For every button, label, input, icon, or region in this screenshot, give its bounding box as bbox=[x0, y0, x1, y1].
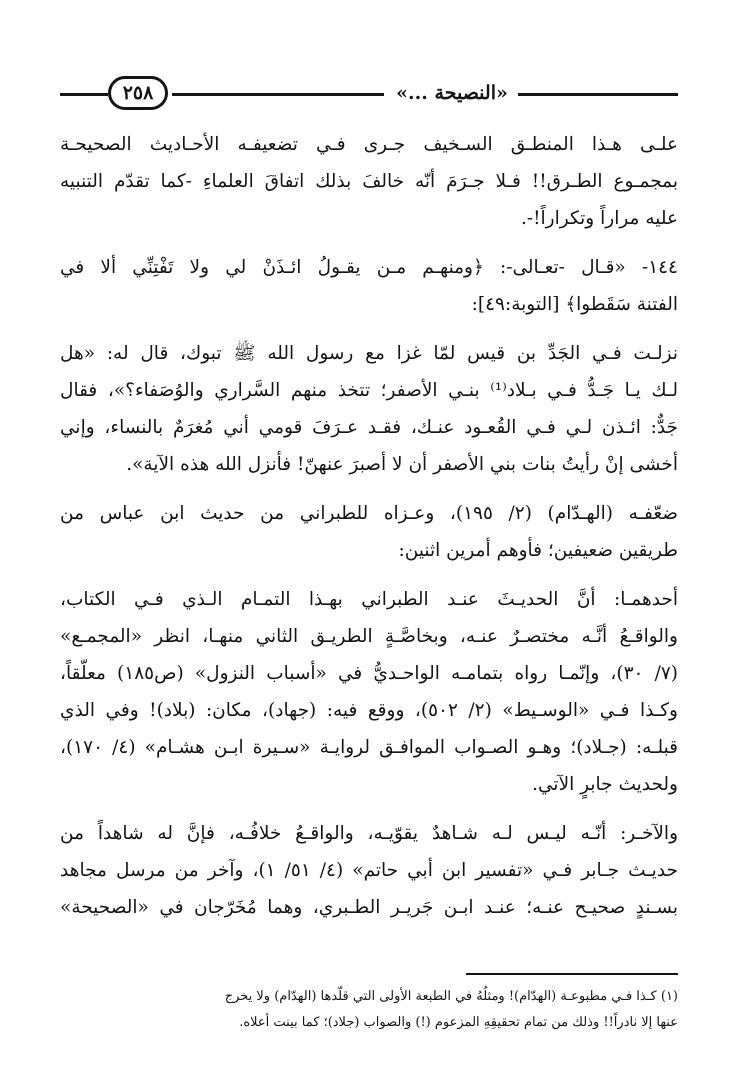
paragraph bbox=[60, 581, 678, 803]
text-line: أحدهمـا: أنَّ الحديـثَ عنـد الطبراني بهـذا التمـام الـذي فـي الكتاب، bbox=[60, 589, 678, 610]
footnote-separator bbox=[466, 973, 678, 975]
text-line: بسـندٍ صحيـح عنـه؛ عنـد ابـن جَريـر الطـبري، وهما مُخَرّجان في «الصحيحة» bbox=[60, 897, 678, 918]
text-line: طريقين ضعيفين؛ فأوهم أمرين اثنين: bbox=[398, 540, 678, 561]
page-number: ٢٥٨ bbox=[108, 76, 168, 110]
text-line: بمجمـوع الطـرق!! فـلا جـرَمَ أنّه خالفَ بذلك اتفاقَ العلماءِ -كما تقدّم التنبيه bbox=[60, 171, 678, 192]
footnote-line: عنها إلا نادراً!! وذلك من تمام تحقيقِهِ المزعوم (!) والصواب (جلاد)؛ كما بينت أعلاه. bbox=[239, 1015, 678, 1030]
text-line: والواقـعُ أنَّـه مختصـرٌ عنـه، وبخاصَّـةٍ الطريـق الثاني منهـا، انظر «المجمـع» bbox=[60, 626, 678, 647]
page-header bbox=[60, 76, 678, 110]
footnote-line: (١) كـذا فـي مطبوعـة (الهدّام)! ومثلُهُ في الطبعة الأولى التي قلّدها (الهدّام) ولا يخرج bbox=[224, 989, 678, 1004]
text-line: ولحديث جابرٍ الآتي. bbox=[532, 774, 678, 795]
text-line: قبلـه: (جـلاد)؛ وهـو الصـواب الموافـق لروايـة «سـيرة ابـن هشـام» (٤/ ١٧٠)، bbox=[60, 737, 678, 758]
header-rule-left bbox=[60, 93, 108, 96]
text-line: ضعّفـه (الهـدّام) (٢/ ١٩٥)، وعـزاه للطبراني من حديث ابن عباس من bbox=[60, 503, 678, 524]
text-line: لـك يـا جَـدُّ فـي بـلاد⁽¹⁾ بنـي الأصفر؛ تتخذ منهم السَّراري والوُصَفاء؟»، فقال bbox=[60, 380, 678, 401]
text-line: عليه مراراً وتكراراً!-. bbox=[520, 208, 678, 229]
text-line: الفتنة سَقَطوا﴾ [التوبة:٤٩]: bbox=[471, 294, 678, 315]
text-line: حديـث جـابر فـي «تفسير ابن أبي حاتم» (٤/ ٥١/ ١)، وآخر من مرسل مجاهد bbox=[60, 860, 678, 881]
paragraph bbox=[60, 815, 678, 926]
text-line: (٧/ ٣٠)، وإنّمـا رواه بتمامـه الواحـديُّ في «أسباب النزول» (ص١٨٥) معلّقاً، bbox=[60, 663, 678, 684]
text-line: وكـذا فـي «الوسـيط» (٢/ ٥٠٢)، ووقع فيه: (جهاد)، مكان: (بلاد)! وفي الذي bbox=[60, 700, 678, 721]
running-title: «النصيحة ...» bbox=[396, 82, 508, 104]
paragraph bbox=[60, 126, 678, 237]
text-line: علـى هـذا المنطـق السـخيف جـرى فـي تضعيفـه الأحـاديث الصحيحـة bbox=[60, 134, 678, 155]
body-text bbox=[60, 126, 678, 938]
text-line: أخشى إنْ رأيتُ بنات بني الأصفر أن لا أصبرَ عنهنّ! فأنزل الله هذه الآية». bbox=[126, 454, 678, 475]
text-line: والآخـر: أنّـه ليـس لـه شـاهدٌ يقوّيـه، والواقـعُ خلافُـه، فإنَّ له شاهداً من bbox=[60, 823, 678, 844]
text-line: نزلـت فـي الجَدِّ بن قيس لمّا غزا مع رسول الله ﷺ تبوك، قال له: «هل bbox=[60, 343, 678, 364]
header-rule-middle bbox=[172, 93, 384, 96]
text-line: جَدٌّ: ائـذن لـي فـي القُعـود عنـك، فقـد عـرَفَ قومي أني مُغرَمٌ بالنساء، وإني bbox=[60, 417, 678, 438]
paragraph bbox=[60, 335, 678, 483]
paragraph bbox=[60, 495, 678, 569]
paragraph bbox=[60, 249, 678, 323]
header-rule-right bbox=[518, 93, 678, 96]
text-line: ١٤٤- «قـال -تعـالى-: ﴿ومنهـم مـن يقـولُ ائـذَنْ لي ولا تَفْتِنِّي ألا في bbox=[60, 257, 678, 278]
footnotes bbox=[60, 984, 678, 1036]
